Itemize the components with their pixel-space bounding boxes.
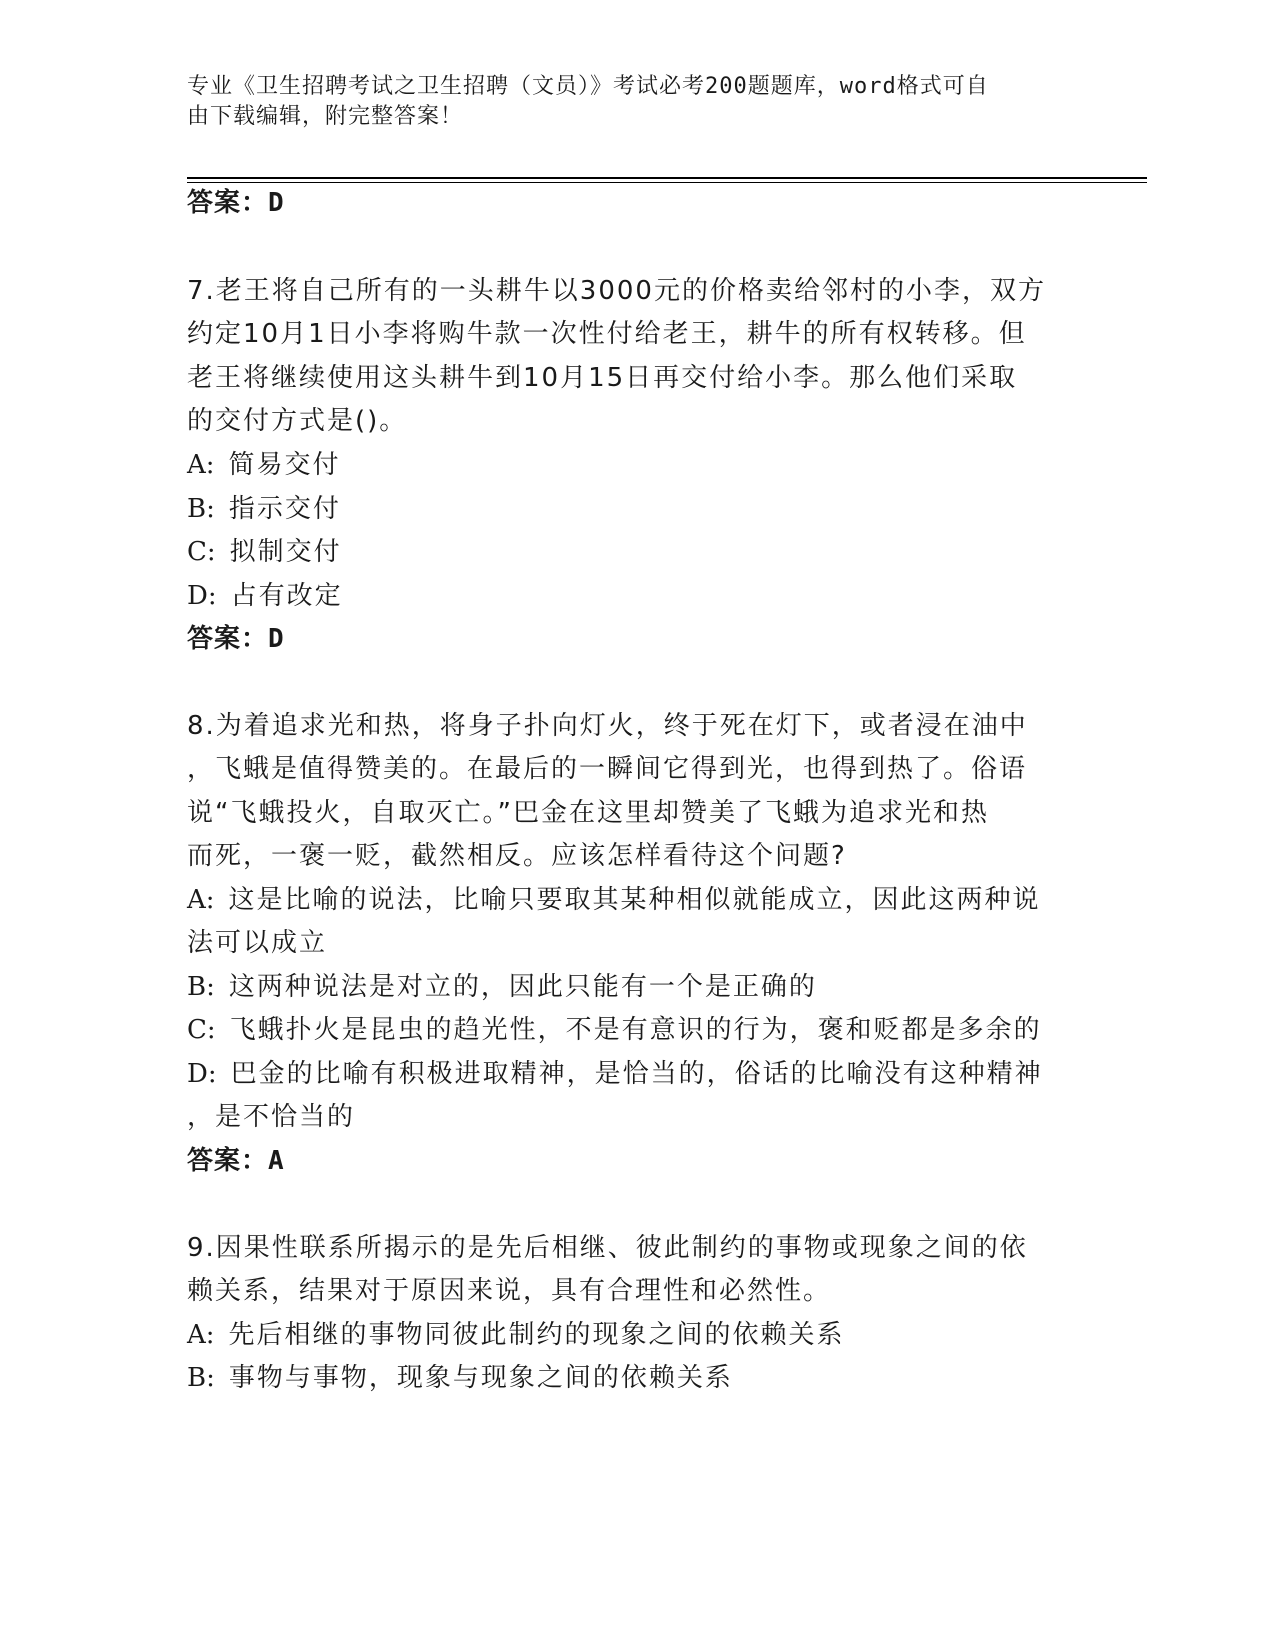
header-rule-thin <box>187 182 1147 183</box>
q7-option-d-letter: D: <box>187 581 217 611</box>
page-header <box>187 72 1067 132</box>
q7-option-c <box>187 537 1087 567</box>
q8-line-4: 而死，一褒一贬，截然相反。应该怎样看待这个问题? <box>187 841 847 871</box>
q8-option-a-letter: A: <box>187 885 215 915</box>
q7-line-3: 老王将继续使用这头耕牛到10月15日再交付给小李。那么他们采取 <box>187 363 1018 393</box>
q9-option-a <box>187 1320 1087 1350</box>
q9-option-a-text: 先后相继的事物同彼此制约的现象之间的依赖关系 <box>228 1320 845 1350</box>
q8-answer: 答案：A <box>187 1146 285 1176</box>
q8-option-d-letter: D: <box>187 1059 217 1089</box>
q7-answer: 答案：D <box>187 624 285 654</box>
q7-option-a <box>187 450 1087 480</box>
q8-option-d-cont: ，是不恰当的 <box>187 1102 356 1132</box>
q8-option-b-text: 这两种说法是对立的，因此只能有一个是正确的 <box>228 972 817 1002</box>
q8-option-b <box>187 972 1087 1002</box>
q9-option-b-letter: B: <box>187 1363 215 1393</box>
q9-option-a-letter: A: <box>187 1320 215 1350</box>
q7-option-b-letter: B: <box>187 494 215 524</box>
q7-option-d-text: 占有改定 <box>230 581 343 611</box>
q7-option-a-letter: A: <box>187 450 215 480</box>
q8-option-b-letter: B: <box>187 972 215 1002</box>
q8-option-c-letter: C: <box>187 1015 216 1045</box>
q7-option-c-letter: C: <box>187 537 216 567</box>
q7-option-b-text: 指示交付 <box>228 494 341 524</box>
header-rule-thick <box>187 177 1147 179</box>
q9-option-b <box>187 1363 1087 1393</box>
q7-line-2: 约定10月1日小李将购牛款一次性付给老王，耕牛的所有权转移。但 <box>187 319 1027 349</box>
q7-option-a-text: 简易交付 <box>228 450 341 480</box>
q7-option-b <box>187 494 1087 524</box>
header-line-2: 由下载编辑，附完整答案！ <box>187 104 464 129</box>
q8-option-a <box>187 885 1087 915</box>
header-line-1: 专业《卫生招聘考试之卫生招聘（文员）》考试必考200题题库，word格式可自 <box>187 74 989 99</box>
q7-line-1: 7.老王将自己所有的一头耕牛以3000元的价格卖给邻村的小李，双方 <box>187 276 1046 306</box>
q8-line-1: 8.为着追求光和热，将身子扑向灯火，终于死在灯下，或者浸在油中 <box>187 711 1028 741</box>
q9-option-b-text: 事物与事物，现象与现象之间的依赖关系 <box>228 1363 733 1393</box>
q7-line-4: 的交付方式是()。 <box>187 406 408 436</box>
answer-top: 答案：D <box>187 188 285 218</box>
q8-option-c-text: 飞蛾扑火是昆虫的趋光性，不是有意识的行为，褒和贬都是多余的 <box>229 1015 1042 1045</box>
q8-option-a-cont: 法可以成立 <box>187 928 328 958</box>
q8-option-d-text: 巴金的比喻有积极进取精神，是恰当的，俗话的比喻没有这种精神 <box>230 1059 1043 1089</box>
q7-option-d <box>187 581 1087 611</box>
q8-line-2: ，飞蛾是值得赞美的。在最后的一瞬间它得到光，也得到热了。俗语 <box>187 754 1028 784</box>
q9-line-2: 赖关系，结果对于原因来说，具有合理性和必然性。 <box>187 1276 832 1306</box>
q9-line-1: 9.因果性联系所揭示的是先后相继、彼此制约的事物或现象之间的依 <box>187 1233 1028 1263</box>
q8-option-c <box>187 1015 1087 1045</box>
q8-line-3: 说“飞蛾投火，自取灭亡。”巴金在这里却赞美了飞蛾为追求光和热 <box>187 798 989 828</box>
q8-option-a-text: 这是比喻的说法，比喻只要取其某种相似就能成立，因此这两种说 <box>228 885 1041 915</box>
q8-option-d <box>187 1059 1087 1089</box>
q7-option-c-text: 拟制交付 <box>229 537 342 567</box>
